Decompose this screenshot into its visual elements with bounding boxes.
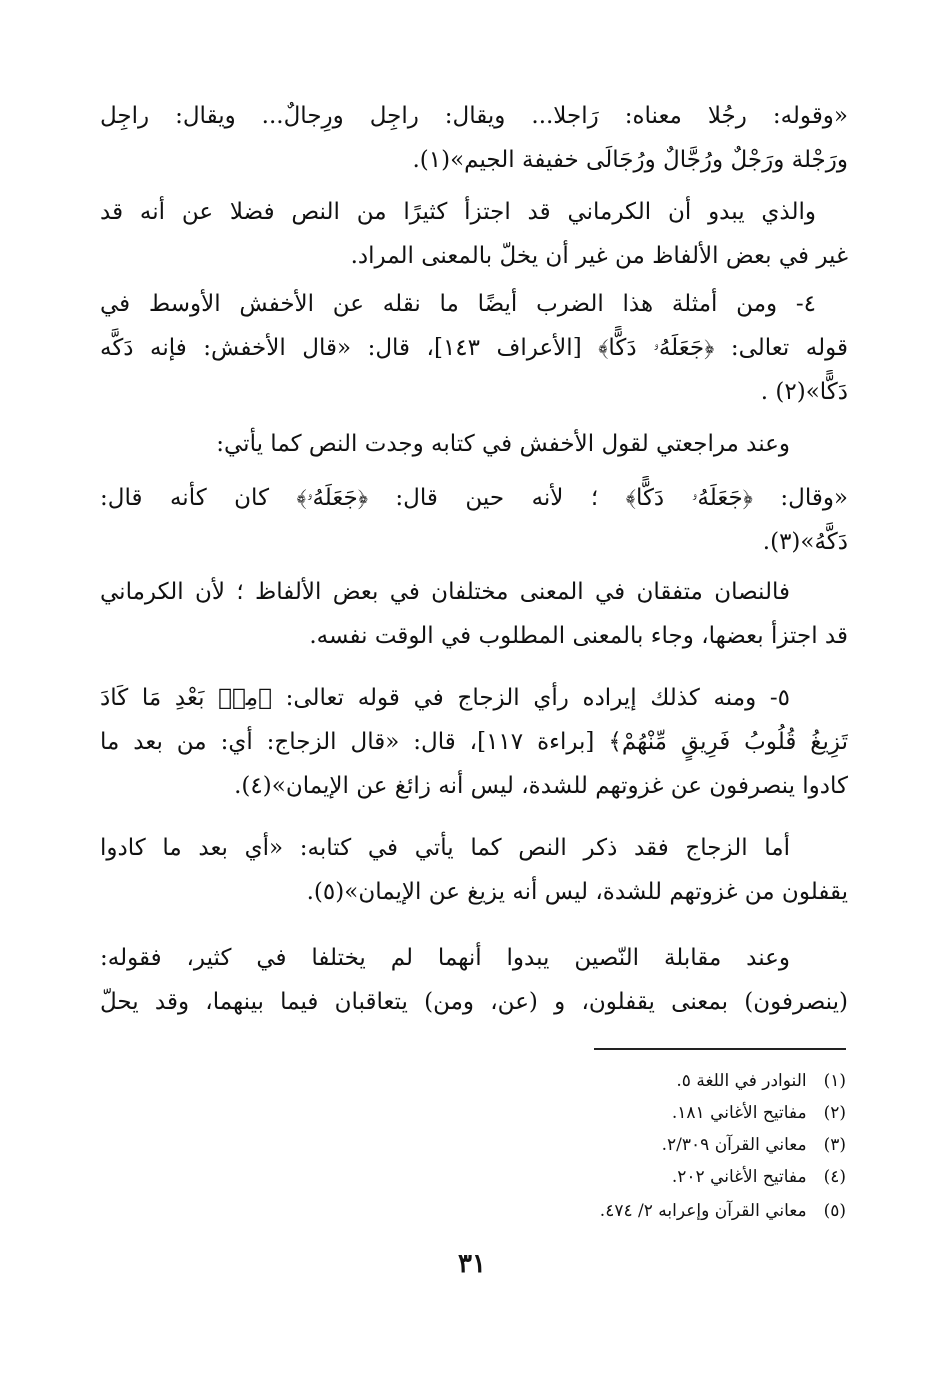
footnote-text: مفاتيح الأغاني ٢٠٢. [671, 1167, 807, 1187]
footnote-number: (٤) [823, 1167, 846, 1187]
text-line: تَزِيغُ قُلُوبُ فَرِيقٍ مِّنْهُمْ﴾ [براءة ١١٧]، قال: «قال الزجاج: أي: من بعد ما [100, 729, 848, 755]
text-line: كادوا ينصرفون عن غزوتهم للشدة، ليس أنه زائغ عن الإيمان»(٤). [234, 773, 848, 799]
text-line: دَكًّا»(٢) . [760, 379, 848, 405]
footnote-divider [594, 1048, 846, 1050]
footnote-1 [400, 1066, 846, 1096]
footnote-3 [400, 1130, 846, 1160]
text-line: «وقوله: رجُلا معناه: رَاجلا... ويقال: راجِل ورِجالٌ... ويقال: راجِل [100, 103, 848, 129]
footnote-number: (٥) [823, 1201, 846, 1221]
footnote-text: مفاتيح الأغاني ١٨١. [671, 1103, 807, 1123]
text-line: والذي يبدو أن الكرماني قد اجتزأ كثيرًا من النص فضلا عن أنه قد [100, 199, 816, 225]
footnote-5 [400, 1196, 846, 1226]
text-line: قد اجتزأ بعضها، وجاء بالمعنى المطلوب في الوقت نفسه. [309, 623, 848, 649]
footnote-text: معاني القرآن ٢/٣٠٩. [661, 1135, 807, 1155]
text-line: ٤- ومن أمثلة هذا الضرب أيضًا ما نقله عن الأخفش الأوسط في [100, 291, 816, 317]
footnote-number: (٢) [823, 1103, 846, 1123]
paragraph-5 [100, 476, 848, 564]
text-line: فالنصان متفقان في المعنى مختلفان في بعض الألفاظ ؛ لأن الكرماني [100, 579, 790, 605]
paragraph-6 [100, 570, 848, 658]
footnote-2 [400, 1098, 846, 1128]
footnote-number: (١) [823, 1071, 846, 1091]
paragraph-7 [100, 676, 848, 808]
text-line: وعند مقابلة النّصين يبدوا أنهما لم يختلفا في كثير، فقوله: [100, 945, 790, 971]
text-line: أما الزجاج فقد ذكر النص كما يأتي في كتابه: «أي بعد ما كادوا [100, 835, 790, 861]
footnote-number: (٣) [823, 1135, 846, 1155]
paragraph-8 [100, 826, 848, 914]
paragraph-9 [100, 936, 848, 1024]
text-line: دَكَّهُ»(٣). [762, 529, 848, 555]
text-line: يقفلون من غزوتهم للشدة، ليس أنه يزيغ عن الإيمان»(٥). [306, 879, 848, 905]
paragraph-3 [100, 282, 848, 414]
paragraph-1 [100, 94, 848, 182]
text-line: قوله تعالى: ﴿جَعَلَهُۥ دَكًّا﴾ [الأعراف ١٤٣]، قال: «قال الأخفش: فإنه دَكَّه [100, 335, 848, 361]
text-line: وعند مراجعتي لقول الأخفش في كتابه وجدت النص كما يأتي: [216, 431, 790, 457]
text-line: غير في بعض الألفاظ من غير أن يخلّ بالمعنى المراد. [350, 243, 848, 269]
footnote-text: النوادر في اللغة ٥. [676, 1071, 807, 1091]
footnote-4 [400, 1162, 846, 1192]
page-number: ٣١ [458, 1249, 486, 1279]
text-line: ورَجْلة ورَجْلٌ ورُجَّالٌ ورُجَالَى خفيفة الجيم»(١). [412, 147, 848, 173]
text-line: ٥- ومنه كذلك إيراده رأي الزجاج في قوله تعالى: ﴿مِنۢ بَعْدِ مَا كَادَ [100, 685, 790, 711]
text-line: «وقال: ﴿جَعَلَهُۥ دَكًّا﴾ ؛ لأنه حين قال: ﴿جَعَلَهُۥ﴾ كان كأنه قال: [100, 485, 848, 511]
paragraph-2 [100, 190, 848, 278]
text-line: (ينصرفون) بمعنى يقفلون، و (عن، ومن) يتعاقبان فيما بينهما، وقد يحلّ [100, 989, 848, 1015]
footnote-text: معاني القرآن وإعرابه ٢/ ٤٧٤. [599, 1201, 807, 1221]
paragraph-4 [100, 422, 848, 466]
